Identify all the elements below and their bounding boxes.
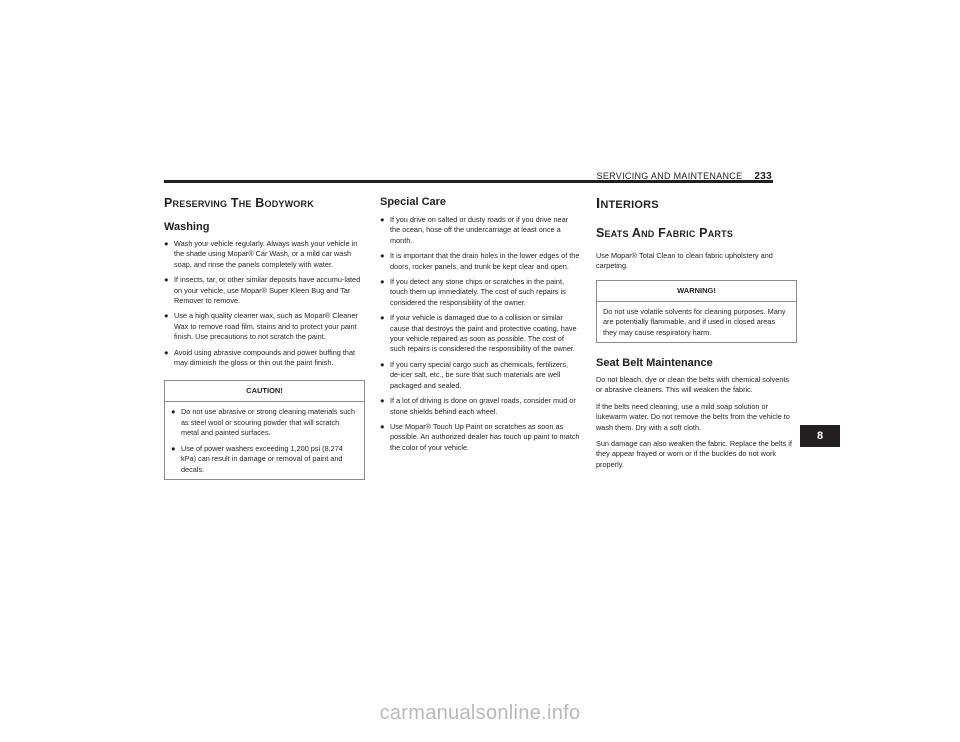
column-middle <box>380 196 580 459</box>
list-item: ● Wash your vehicle regularly. Always wash your vehicle in the shade using Mopar® Car Wash, or a mild car wash soap, and rinse the panels completely with water. <box>164 239 358 269</box>
list-item: ● Use of power washers exceeding 1,200 psi (8,274 kPa) can result in damage or removal of paint and decals. <box>171 443 343 474</box>
bullet-icon: ● <box>171 443 176 453</box>
list-item: ● Do not use abrasive or strong cleaning materials such as steel wool or scouring powder that will scratch metal and painted surfaces. <box>171 407 355 438</box>
list-item: ● It is important that the drain holes in the lower edges of the doors, rocker panels, and trunk be kept clear and open. <box>380 251 580 271</box>
warning-title: WARNING! <box>597 281 796 302</box>
bullet-icon: ● <box>380 421 385 431</box>
bullet-icon: ● <box>164 311 169 321</box>
section-tab: 8 <box>800 425 840 447</box>
section-heading-interiors: Interiors <box>596 195 659 212</box>
caution-list <box>171 407 358 474</box>
list-item: ● Use Mopar® Touch Up Paint on scratches as soon as possible. An authorized dealer has touch up paint to match the color of your vehicle. <box>380 421 580 452</box>
subheading-seat-belt: Seat Belt Maintenance <box>596 357 713 370</box>
section-heading-seats-fabric: Seats And Fabric Parts <box>596 226 734 240</box>
bullet-icon: ● <box>164 347 169 357</box>
caution-body <box>165 402 364 478</box>
list-item: ● If insects, tar, or other similar deposits have accumu-lated on your vehicle, use Mopar® Super Kleen Bug and Tar Remover to remove. <box>164 275 361 306</box>
caution-title: CAUTION! <box>165 381 364 402</box>
caution-box <box>164 380 365 479</box>
bullet-icon: ● <box>164 239 169 248</box>
subheading-washing: Washing <box>164 221 210 233</box>
warning-body <box>597 302 796 342</box>
bullet-icon: ● <box>380 359 385 369</box>
section-heading-preserving-bodywork: Preserving The Bodywork <box>164 196 314 210</box>
watermark: carmanualsonline.info <box>379 702 581 724</box>
bullet-icon: ● <box>380 313 385 323</box>
special-care-list <box>380 215 580 453</box>
bullet-icon: ● <box>164 275 169 285</box>
bullet-icon: ● <box>171 407 176 417</box>
seat-belt-paragraph: Sun damage can also weaken the fabric. Replace the belts if they appear frayed or worn or if the buckles do not work properly. <box>596 439 792 469</box>
page-number: 233 <box>754 171 772 182</box>
bullet-icon: ● <box>380 215 385 224</box>
list-item: ● Avoid using abrasive compounds and power buffing that may diminish the gloss or thin out the paint finish. <box>164 347 356 368</box>
list-item: ● If you drive on salted or dusty roads or if you drive near the ocean, hose off the undercarriage at least once a month. <box>380 215 569 245</box>
list-item: ● If a lot of driving is done on gravel roads, consider mud or stone shields behind each wheel. <box>380 396 576 416</box>
bullet-icon: ● <box>380 277 385 287</box>
warning-box <box>596 280 797 343</box>
seat-belt-paragraph: Do not bleach, dye or clean the belts with chemical solvents or abrasive cleaners. This will weaken the fabric. <box>596 375 790 395</box>
seat-belt-paragraph: If the belts need cleaning, use a mild soap solution or lukewarm water. Do not remove the belts from the vehicle to wash them. Dry with a soft cloth. <box>596 401 790 432</box>
column-right <box>596 196 797 476</box>
section-title: SERVICING AND MAINTENANCE <box>596 171 743 181</box>
seats-intro: Use Mopar® Total Clean to clean fabric upholstery and carpeting. <box>596 251 773 271</box>
list-item: ● If you carry special cargo such as chemicals, fertilizers, de-icer salt, etc., be sure that such materials are well packaged and sealed. <box>380 359 569 390</box>
column-left <box>164 196 365 480</box>
list-item: ● If your vehicle is damaged due to a collision or similar cause that destroys the paint and protective coating, have your vehicle repaired as soon as possible. The cost of such repairs is considered the responsibility of the owner. <box>380 313 577 354</box>
running-header <box>597 171 772 182</box>
list-item: ● If you detect any stone chips or scratches in the paint, touch them up immediately. The cost of such repairs is considered the responsibility of the owner. <box>380 277 566 307</box>
list-item: ● Use a high quality cleaner wax, such as Mopar® Cleaner Wax to remove road film, stains and to protect your paint finish. Use precautions to not scratch the paint. <box>164 311 358 342</box>
warning-text: Do not use volatile solvents for cleaning purposes. Many are potentially flammable, and if used in closed areas they may cause respiratory harm. <box>603 306 786 337</box>
bullet-icon: ● <box>380 396 385 406</box>
bullet-icon: ● <box>380 251 385 261</box>
subheading-special-care: Special Care <box>380 196 447 208</box>
washing-list <box>164 239 365 368</box>
